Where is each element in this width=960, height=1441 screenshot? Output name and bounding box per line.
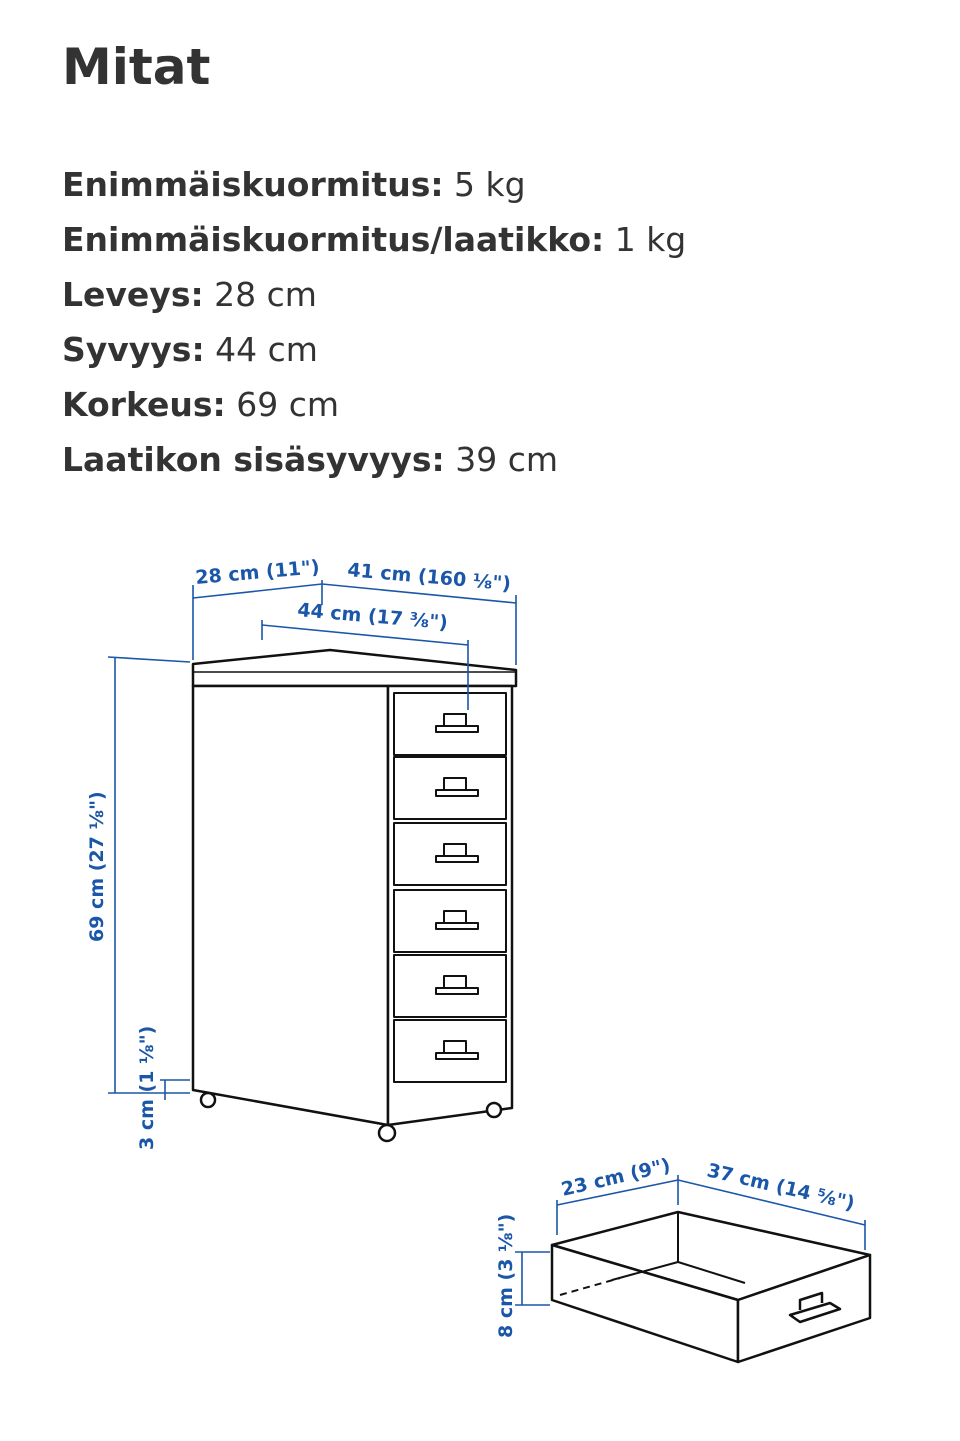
- spec-label: Syvyys:: [62, 330, 205, 369]
- cabinet-drawer: [394, 693, 506, 755]
- cabinet-width-label: 28 cm (11"): [194, 556, 321, 589]
- cabinet-drawer: [394, 890, 506, 952]
- spec-value: 28 cm: [214, 275, 317, 314]
- cabinet-drawer: [394, 955, 506, 1017]
- spec-value: 44 cm: [215, 330, 318, 369]
- drawer-width-label: 23 cm (9"): [559, 1154, 673, 1201]
- spec-label: Enimmäiskuormitus/laatikko:: [62, 220, 605, 259]
- spec-value: 39 cm: [455, 440, 559, 479]
- cabinet-depth-label: 44 cm (17 ⅜"): [296, 599, 449, 635]
- drawer-drawing: [552, 1212, 870, 1362]
- spec-value: 1 kg: [614, 220, 687, 259]
- spec-label: Korkeus:: [62, 385, 226, 424]
- drawer-depth-label: 37 cm (14 ⅝"): [704, 1159, 857, 1215]
- page-title: Mitat: [62, 38, 211, 96]
- cabinet-drawer: [394, 757, 506, 819]
- spec-value: 69 cm: [236, 385, 339, 424]
- caster-gap-label: 3 cm (1 ⅛"): [136, 1025, 158, 1150]
- spec-value: 5 kg: [454, 165, 526, 204]
- cabinet-drawer: [394, 1020, 506, 1082]
- spec-label: Leveys:: [62, 275, 204, 314]
- cabinet-drawing: [193, 650, 516, 1141]
- spec-label: Laatikon sisäsyvyys:: [62, 440, 445, 479]
- cabinet-height-label: 69 cm (27 ⅛"): [86, 791, 108, 942]
- cabinet-outer-depth-label: 41 cm (160 ⅛"): [346, 559, 512, 596]
- spec-label: Enimmäiskuormitus:: [62, 165, 444, 204]
- drawer-height-label: 8 cm (3 ⅛"): [495, 1213, 517, 1338]
- cabinet-drawer: [394, 823, 506, 885]
